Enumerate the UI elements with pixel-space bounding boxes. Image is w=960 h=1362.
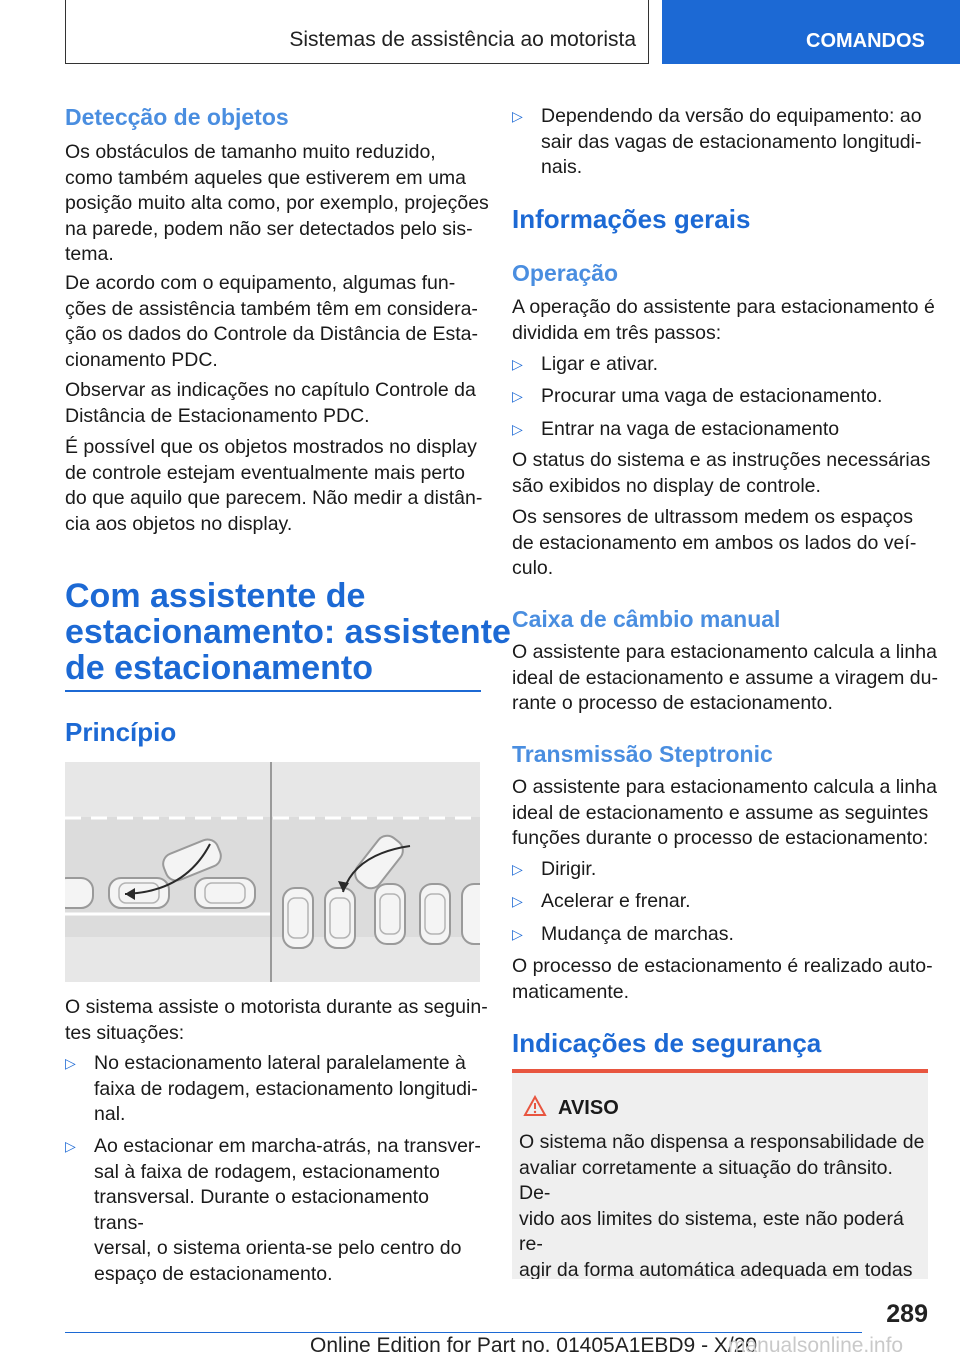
- bullet-marker: ▷: [512, 421, 523, 437]
- list-item: [512, 352, 928, 378]
- text-line: De acordo com o equipamento, algumas fun-: [65, 272, 456, 294]
- list-item-text: Ligar e ativar.: [541, 353, 659, 375]
- text-line: transversal. Durante o estacionamento trans-: [94, 1186, 429, 1234]
- paragraph-manual: [512, 640, 938, 717]
- bullet-marker: ▷: [512, 861, 523, 877]
- text-line: O assistente para estacionamento calcula a linha: [512, 776, 937, 798]
- paragraph-automatico: [512, 954, 933, 1005]
- list-item-text: [94, 1134, 481, 1287]
- text-line: versal, o sistema orienta-se pelo centro do: [94, 1237, 462, 1259]
- heading-principio: Princípio: [65, 717, 177, 747]
- bullet-marker: ▷: [65, 1138, 76, 1154]
- text-line: Os sensores de ultrassom medem os espaços: [512, 506, 914, 528]
- text-line: O assistente para estacionamento calcula a linha: [512, 641, 937, 663]
- text-line: Dependendo da versão do equipamento: ao: [541, 105, 922, 127]
- text-line: rante o processo de estacionamento.: [512, 692, 833, 714]
- text-line: nal.: [94, 1103, 126, 1125]
- heading-line: Com assistente de: [65, 577, 366, 615]
- paragraph-status: [512, 448, 930, 499]
- list-item: [512, 857, 928, 883]
- text-line: Ao estacionar em marcha-atrás, na transver-: [94, 1135, 481, 1157]
- list-item: [512, 384, 928, 410]
- warning-title: AVISO: [558, 1097, 619, 1119]
- text-line: sal à faixa de rodagem, estacionamento: [94, 1160, 440, 1183]
- text-line: na parede, podem não ser detectados pelo sis-: [65, 217, 473, 240]
- text-line: culo.: [512, 557, 554, 579]
- text-line: cionamento PDC.: [65, 348, 218, 371]
- list-item-text: [541, 104, 922, 181]
- paragraph-situacoes: [65, 995, 488, 1046]
- text-line: ção os dados do Controle da Distância de Esta-: [65, 323, 478, 345]
- text-line: faixa de rodagem, estacionamento longitudi-: [94, 1077, 478, 1100]
- paragraph-steptronic: [512, 775, 937, 852]
- bullet-marker: ▷: [512, 926, 523, 942]
- footer-rule: [65, 1332, 862, 1333]
- text-line: O sistema não dispensa a responsabilidade de: [519, 1131, 925, 1153]
- text-line: Os obstáculos de tamanho muito reduzido,: [65, 141, 436, 163]
- heading-rule: [65, 690, 481, 692]
- section-tab: [662, 0, 960, 64]
- text-line: Distância de Estacionamento PDC.: [65, 404, 370, 427]
- text-line: O status do sistema e as instruções necessárias: [512, 449, 931, 471]
- text-line: O processo de estacionamento é realizado auto-: [512, 955, 933, 977]
- text-line: ideal de estacionamento e assume a viragem du-: [512, 666, 938, 689]
- text-line: do que aquilo que parecem. Não medir a distân-: [65, 487, 483, 509]
- warning-text: [519, 1130, 928, 1279]
- text-line: funções durante o processo de estacionamento:: [512, 827, 929, 849]
- text-line: A operação do assistente para estacionamento é: [512, 296, 935, 318]
- text-line: de estacionamento em ambos os lados do veí-: [512, 531, 917, 554]
- bullet-marker: ▷: [512, 356, 523, 372]
- page-number: 289: [886, 1300, 928, 1328]
- heading-caixa-manual: Caixa de câmbio manual: [512, 606, 781, 632]
- list-item: [65, 1051, 481, 1131]
- text-line: nais.: [541, 156, 583, 178]
- list-item: [65, 1134, 481, 1285]
- text-line: cia aos objetos no display.: [65, 512, 293, 535]
- text-line: dividida em três passos:: [512, 321, 722, 344]
- warning-triangle-icon: [523, 1095, 547, 1117]
- heading-informacoes: Informações gerais: [512, 204, 751, 234]
- header-frame: [65, 0, 649, 64]
- text-line: vido aos limites do sistema, este não poderá re-: [519, 1207, 904, 1255]
- paragraph-sensores: [512, 505, 916, 582]
- paragraph-display: [65, 435, 482, 537]
- list-item-text: Mudança de marchas.: [541, 923, 734, 945]
- heading-seguranca: Indicações de segurança: [512, 1028, 822, 1058]
- text-line: posição muito alta como, por exemplo, projeções: [65, 192, 489, 214]
- text-line: agir da forma automática adequada em todas: [519, 1258, 913, 1279]
- list-item: [512, 417, 928, 443]
- list-item-text: [94, 1051, 478, 1128]
- heading-deteccao: Detecção de objetos: [65, 104, 289, 130]
- footer-edition: Online Edition for Part no. 01405A1EBD9 - X/20: [310, 1334, 758, 1357]
- text-line: sair das vagas de estacionamento longitudi-: [541, 130, 922, 153]
- text-line: como também aqueles que estiverem em uma: [65, 166, 467, 189]
- bullet-marker: ▷: [512, 893, 523, 909]
- bullet-marker: ▷: [512, 108, 523, 124]
- chapter-heading: [65, 578, 511, 686]
- header-title: Sistemas de assistência ao motorista: [289, 28, 636, 51]
- text-line: Observar as indicações no capítulo Controle da: [65, 379, 476, 401]
- heading-line: de estacionamento: [65, 649, 373, 687]
- list-item-text: Entrar na vaga de estacionamento: [541, 418, 840, 440]
- list-item-text: Acelerar e frenar.: [541, 890, 691, 912]
- heading-line: estacionamento: assistente: [65, 613, 511, 651]
- list-item: [512, 889, 928, 915]
- list-item: [512, 922, 928, 948]
- text-line: são exibidos no display de controle.: [512, 474, 821, 497]
- heading-steptronic: Transmissão Steptronic: [512, 741, 773, 767]
- paragraph-observar: [65, 378, 476, 429]
- footer-watermark: manualsonline.info: [728, 1334, 904, 1357]
- bullet-marker: ▷: [512, 388, 523, 404]
- section-tab-label: COMANDOS: [806, 30, 925, 52]
- text-line: No estacionamento lateral paralelamente à: [94, 1052, 466, 1074]
- bullet-marker: ▷: [65, 1055, 76, 1071]
- text-line: avaliar corretamente a situação do trânsito. De-: [519, 1156, 893, 1204]
- text-line: ções de assistência também têm em considera-: [65, 297, 478, 320]
- list-item-text: Dirigir.: [541, 858, 597, 880]
- text-line: É possível que os objetos mostrados no display: [65, 436, 477, 458]
- text-line: tema.: [65, 243, 114, 265]
- paragraph-equipamento: [65, 271, 478, 373]
- text-line: de controle estejam eventualmente mais perto: [65, 461, 465, 484]
- warning-bar: [512, 1069, 928, 1073]
- heading-operacao: Operação: [512, 260, 619, 286]
- list-item-text: Procurar uma vaga de estacionamento.: [541, 385, 883, 407]
- text-line: espaço de estacionamento.: [94, 1262, 333, 1285]
- paragraph-operacao: [512, 295, 935, 346]
- warning-box: [512, 1069, 928, 1279]
- text-line: tes situações:: [65, 1021, 185, 1044]
- text-line: O sistema assiste o motorista durante as seguin-: [65, 996, 488, 1018]
- text-line: ideal de estacionamento e assume as seguintes: [512, 801, 929, 824]
- list-item: [512, 104, 928, 184]
- text-line: maticamente.: [512, 980, 630, 1003]
- paragraph-obstaculos: [65, 140, 489, 268]
- parking-illustration: [65, 762, 480, 982]
